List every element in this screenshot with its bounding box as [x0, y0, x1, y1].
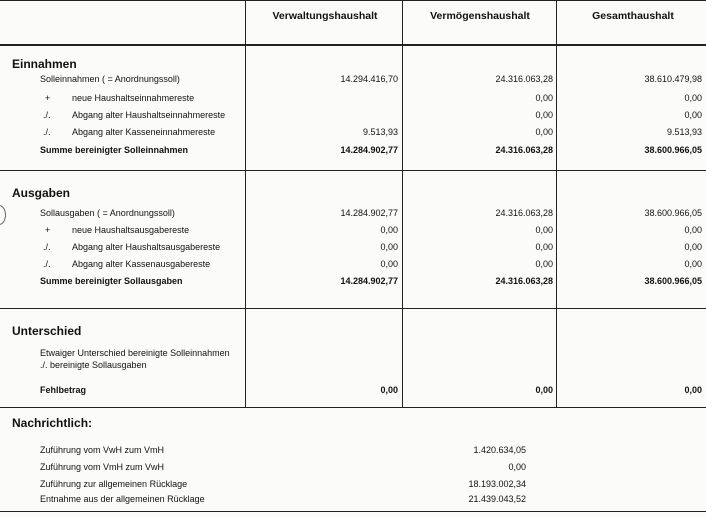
punch-hole-mark — [0, 205, 6, 225]
value-gesamthaushalt: 0,00 — [684, 242, 702, 252]
row-prefix: ./. — [43, 259, 51, 269]
section-title-nachrichtlich: Nachrichtlich: — [12, 416, 93, 430]
value-verwaltungshaushalt: 0,00 — [380, 259, 398, 269]
rule — [0, 511, 706, 512]
sum-vermoegenshaushalt: 24.316.063,28 — [495, 145, 553, 155]
value-vermoegenshaushalt: 0,00 — [535, 93, 553, 103]
row-label: Sollausgaben ( = Anordnungssoll) — [40, 208, 175, 218]
section-title-unterschied: Unterschied — [12, 324, 82, 338]
row-prefix: + — [45, 225, 51, 235]
row-label: Abgang alter Kassenausgabereste — [72, 259, 211, 269]
fehlbetrag-gesamthaushalt: 0,00 — [684, 385, 702, 395]
rule — [0, 44, 706, 46]
sum-label: Summe bereinigter Sollausgaben — [40, 276, 183, 286]
row-label: neue Haushaltsausgabereste — [72, 225, 190, 235]
value-verwaltungshaushalt: 14.284.902,77 — [340, 208, 398, 218]
nachrichtlich-value: 0,00 — [508, 462, 526, 472]
fehlbetrag-vermoegenshaushalt: 0,00 — [535, 385, 553, 395]
column-rule — [402, 0, 403, 407]
value-gesamthaushalt: 0,00 — [684, 225, 702, 235]
row-label: Abgang alter Haushaltseinnahmereste — [72, 110, 226, 120]
value-vermoegenshaushalt: 0,00 — [535, 225, 553, 235]
value-vermoegenshaushalt: 24.316.063,28 — [495, 208, 553, 218]
value-vermoegenshaushalt: 0,00 — [535, 259, 553, 269]
value-gesamthaushalt: 38.610.479,98 — [644, 74, 702, 84]
row-prefix: ./. — [43, 110, 51, 120]
value-gesamthaushalt: 38.600.966,05 — [644, 208, 702, 218]
header-verwaltungshaushalt: Verwaltungshaushalt — [272, 10, 378, 22]
value-gesamthaushalt: 0,00 — [684, 110, 702, 120]
nachrichtlich-value: 1.420.634,05 — [473, 445, 526, 455]
rule — [0, 308, 706, 309]
value-verwaltungshaushalt: 0,00 — [380, 225, 398, 235]
value-verwaltungshaushalt: 0,00 — [380, 242, 398, 252]
row-label: Solleinnahmen ( = Anordnungssoll) — [40, 74, 180, 84]
nachrichtlich-label: Entnahme aus der allgemeinen Rücklage — [40, 494, 205, 504]
unterschied-description: Etwaiger Unterschied bereinigte Solleinnahmen — [40, 348, 230, 358]
sum-verwaltungshaushalt: 14.284.902,77 — [340, 145, 398, 155]
value-verwaltungshaushalt: 14.294.416,70 — [340, 74, 398, 84]
sum-gesamthaushalt: 38.600.966,05 — [644, 276, 702, 286]
sum-label: Summe bereinigter Solleinnahmen — [40, 145, 189, 155]
section-title-ausgaben: Ausgaben — [12, 186, 71, 200]
value-vermoegenshaushalt: 0,00 — [535, 110, 553, 120]
sum-verwaltungshaushalt: 14.284.902,77 — [340, 276, 398, 286]
sum-gesamthaushalt: 38.600.966,05 — [644, 145, 702, 155]
fehlbetrag-label: Fehlbetrag — [40, 385, 87, 395]
row-prefix: ./. — [43, 127, 51, 137]
value-vermoegenshaushalt: 0,00 — [535, 127, 553, 137]
row-prefix: + — [45, 93, 51, 103]
column-rule — [245, 0, 246, 407]
row-label: Abgang alter Kasseneinnahmereste — [72, 127, 216, 137]
rule — [0, 170, 706, 171]
nachrichtlich-label: Zuführung vom VmH zum VwH — [40, 462, 165, 472]
section-title-einnahmen: Einnahmen — [12, 57, 77, 71]
value-vermoegenshaushalt: 24.316.063,28 — [495, 74, 553, 84]
nachrichtlich-value: 18.193.002,34 — [468, 479, 526, 489]
nachrichtlich-value: 21.439.043,52 — [468, 494, 526, 504]
nachrichtlich-label: Zuführung vom VwH zum VmH — [40, 445, 165, 455]
unterschied-description: ./. bereinigte Sollausgaben — [40, 360, 147, 370]
value-verwaltungshaushalt: 9.513,93 — [362, 127, 398, 137]
column-rule — [556, 0, 557, 407]
rule — [0, 407, 706, 408]
row-prefix: ./. — [43, 242, 51, 252]
value-gesamthaushalt: 0,00 — [684, 93, 702, 103]
sum-vermoegenshaushalt: 24.316.063,28 — [495, 276, 553, 286]
nachrichtlich-label: Zuführung zur allgemeinen Rücklage — [40, 479, 188, 489]
header-vermoegenshaushalt: Vermögenshaushalt — [430, 10, 530, 22]
value-gesamthaushalt: 9.513,93 — [666, 127, 702, 137]
header-gesamthaushalt: Gesamthaushalt — [592, 10, 674, 22]
value-gesamthaushalt: 0,00 — [684, 259, 702, 269]
row-label: neue Haushaltseinnahmereste — [72, 93, 195, 103]
fehlbetrag-verwaltungshaushalt: 0,00 — [380, 385, 398, 395]
row-label: Abgang alter Haushaltsausgabereste — [72, 242, 221, 252]
value-vermoegenshaushalt: 0,00 — [535, 242, 553, 252]
rule — [0, 0, 706, 1]
